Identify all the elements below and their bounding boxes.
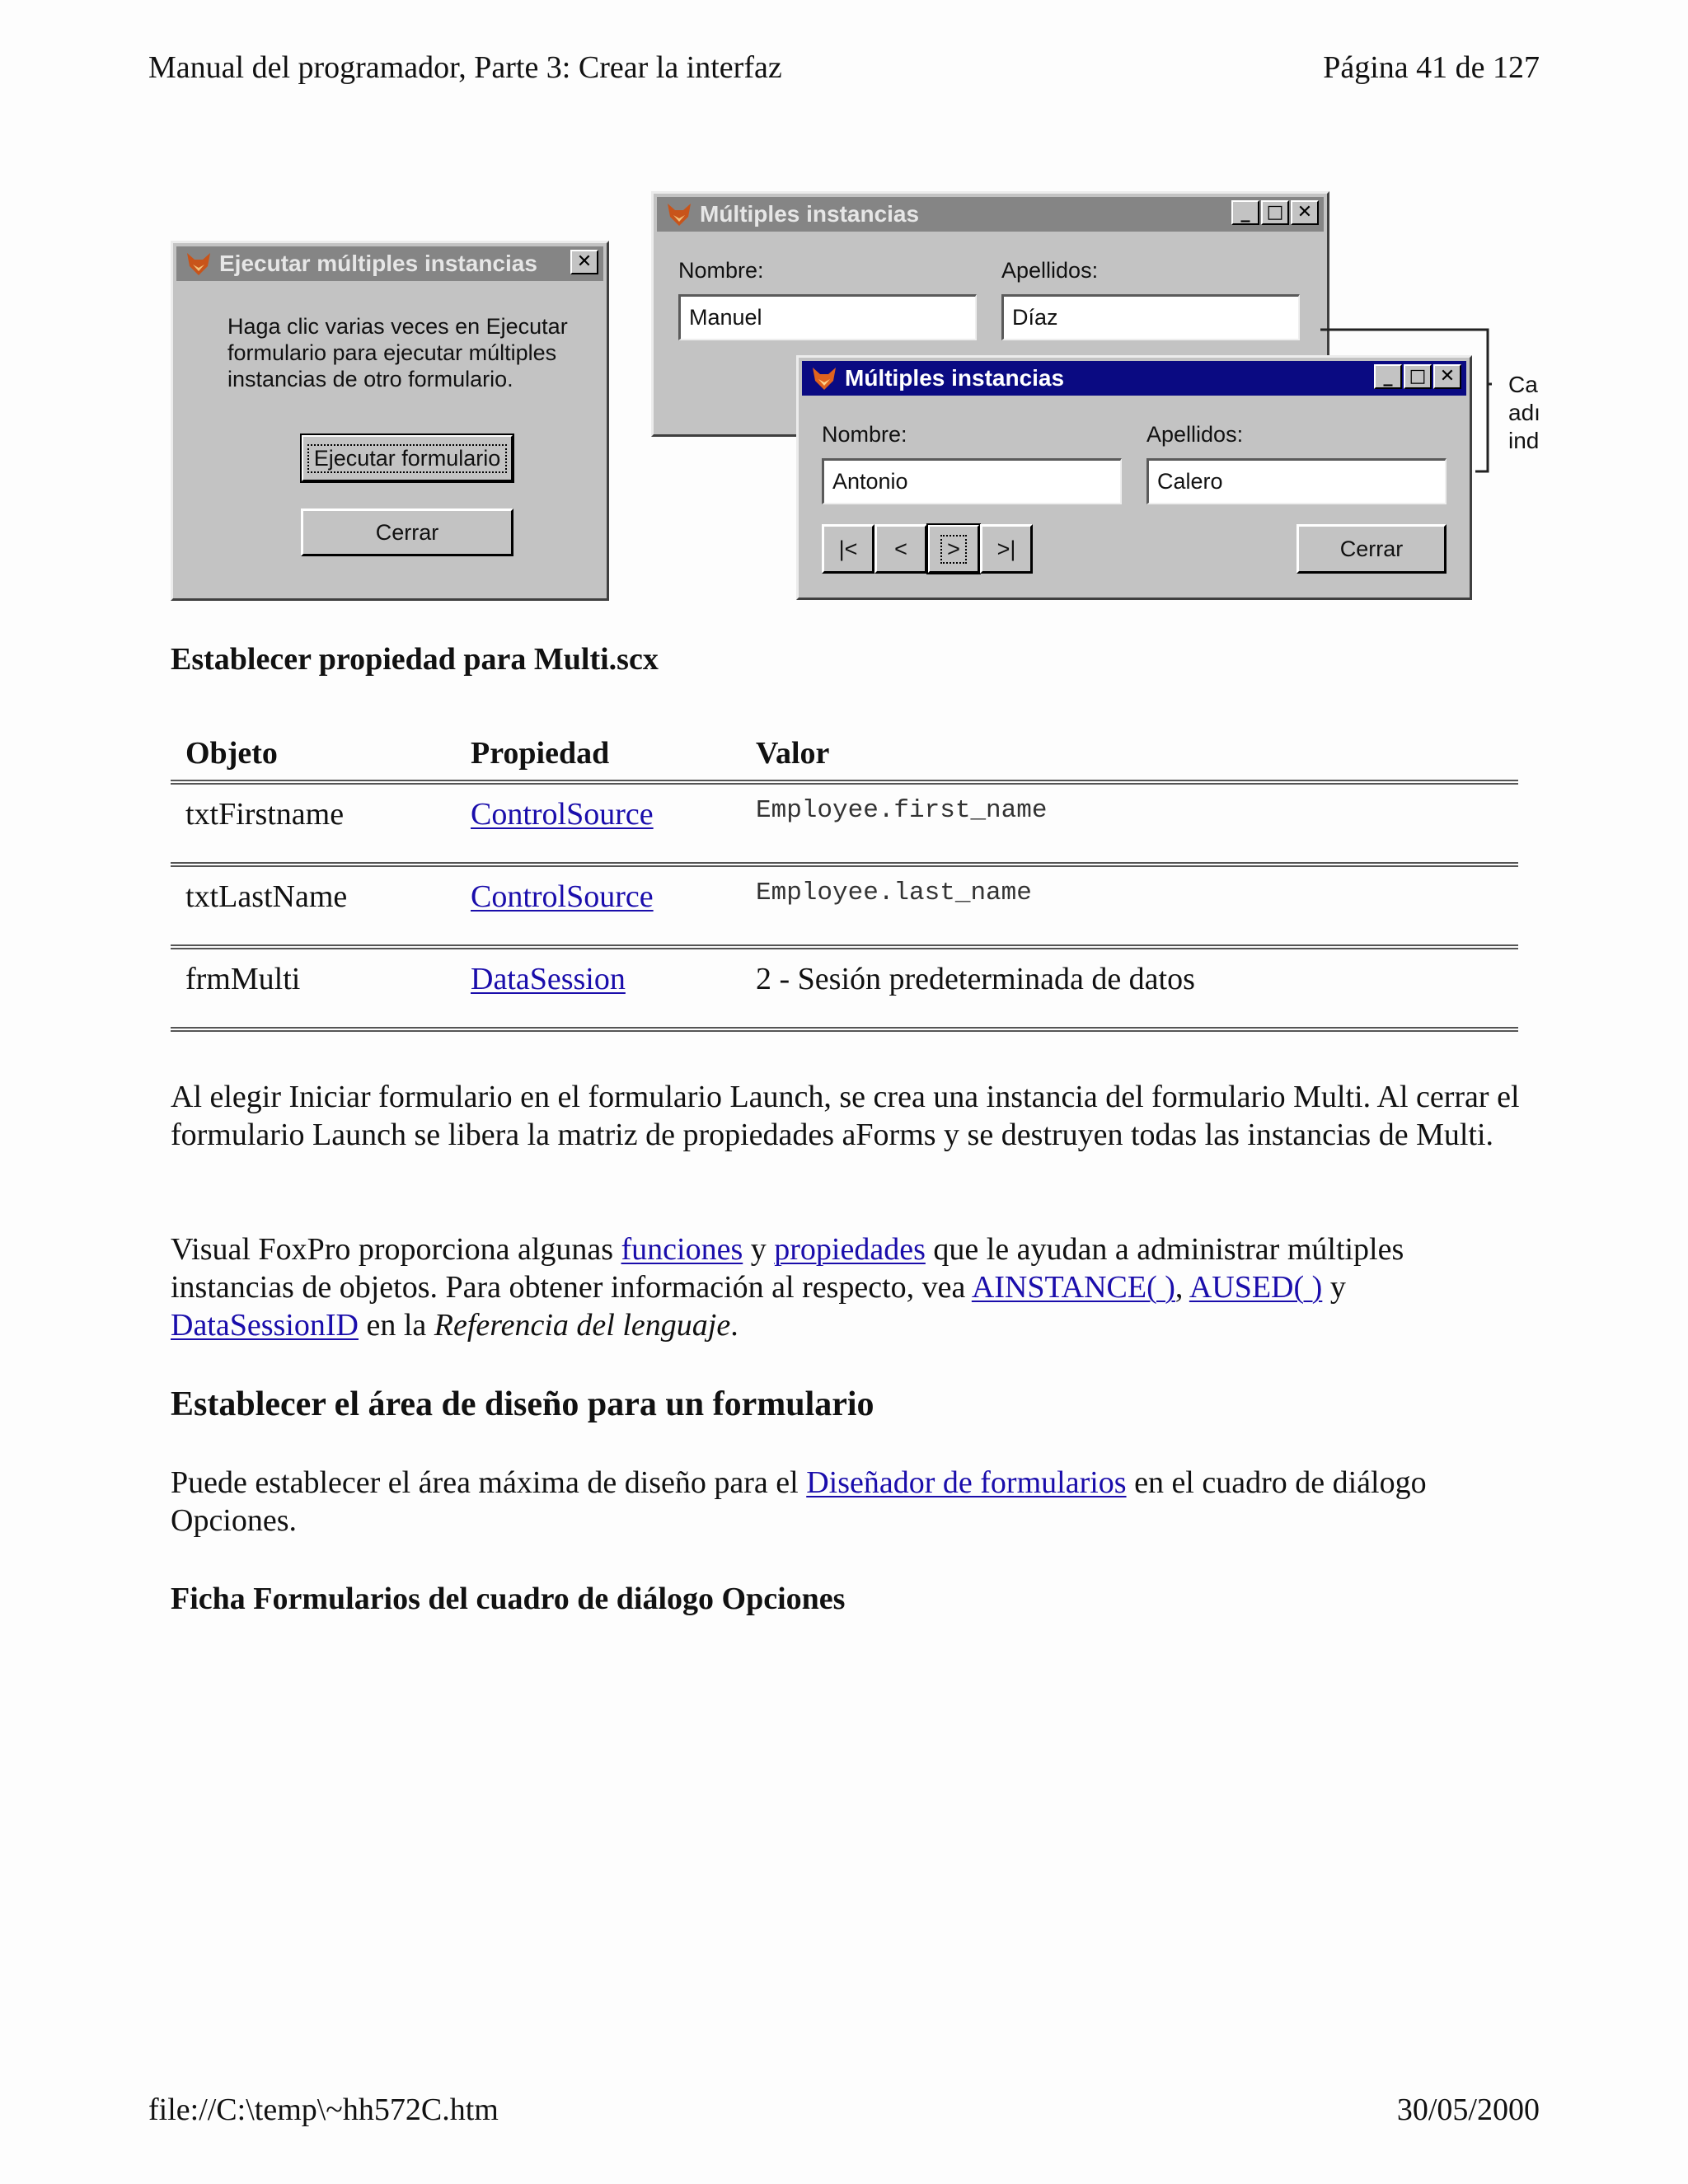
paragraph: [171, 1230, 1522, 1344]
instance-form-back-titlebar: [657, 197, 1324, 232]
page-header-title: Manual del programador, Parte 3: Crear la interfaz: [148, 50, 782, 85]
table-row: [171, 865, 1518, 947]
nombre-field[interactable]: Manuel: [678, 294, 977, 340]
text-run: en el cuadro de diálogo Opciones.: [171, 1465, 1427, 1538]
ainstance-link[interactable]: AINSTANCE( ): [971, 1270, 1175, 1305]
apellidos-field[interactable]: Calero: [1146, 458, 1447, 504]
property-link[interactable]: ControlSource: [471, 879, 654, 914]
launch-dialog-instructions: Haga clic varias veces en Ejecutar formulario para ejecutar múltiples instancias de otro formulario.: [227, 314, 568, 391]
text-run: .: [730, 1308, 738, 1343]
nav-next-button[interactable]: [927, 524, 980, 574]
objeto-cell: txtFirstname: [185, 797, 345, 832]
objeto-cell: txtLastName: [185, 879, 348, 914]
launch-dialog: [171, 241, 609, 601]
callout-text: [1508, 371, 1541, 455]
aused-link[interactable]: AUSED( ): [1189, 1270, 1323, 1305]
text-run: y: [1322, 1270, 1346, 1305]
table-row: [171, 782, 1518, 865]
propiedades-link[interactable]: propiedades: [774, 1232, 926, 1267]
callout-line: Ca: [1508, 372, 1538, 397]
launch-dialog-title: Ejecutar múltiples instancias: [219, 251, 537, 276]
column-header: Objeto: [185, 736, 278, 771]
nombre-label: Nombre:: [822, 422, 907, 447]
instance-form-front-titlebar: [802, 361, 1466, 396]
run-form-button[interactable]: [301, 434, 513, 482]
maximize-icon[interactable]: □: [1404, 364, 1432, 389]
apellidos-field[interactable]: Díaz: [1001, 294, 1300, 340]
section-heading: Ficha Formularios del cuadro de diálogo Opciones: [171, 1582, 846, 1616]
close-icon[interactable]: ✕: [1291, 200, 1319, 225]
valor-cell: 2 - Sesión predeterminada de datos: [756, 962, 1195, 996]
close-icon[interactable]: ✕: [570, 250, 598, 274]
column-header: Valor: [756, 736, 830, 771]
properties-table: [171, 725, 1518, 1032]
paragraph: [171, 1464, 1522, 1540]
text-run: Visual FoxPro proporciona algunas: [171, 1232, 621, 1267]
nav-last-button[interactable]: >|: [980, 524, 1033, 574]
valor-cell: Employee.last_name: [756, 879, 1032, 907]
objeto-cell: frmMulti: [185, 962, 301, 996]
valor-cell: Employee.first_name: [756, 796, 1048, 825]
page-number: Página 41 de 127: [1323, 50, 1540, 85]
property-link[interactable]: DataSession: [471, 962, 626, 996]
fox-icon: [665, 200, 693, 228]
table-row: [171, 947, 1518, 1029]
run-form-button-label: Ejecutar formulario: [307, 444, 508, 473]
instance-form-front-title: Múltiples instancias: [845, 365, 1065, 391]
launch-close-button[interactable]: Cerrar: [301, 509, 513, 556]
text-run: Puede establecer el área máxima de diseño para el: [171, 1465, 807, 1500]
maximize-icon[interactable]: □: [1261, 200, 1289, 225]
callout-line: ind: [1508, 428, 1540, 453]
nav-next-label: >: [940, 535, 967, 564]
datasessionid-link[interactable]: DataSessionID: [171, 1308, 359, 1343]
nombre-field[interactable]: Antonio: [822, 458, 1122, 504]
page-footer-path: file://C:\temp\~hh572C.htm: [148, 2093, 499, 2127]
property-link[interactable]: ControlSource: [471, 797, 654, 832]
page-footer-date: 30/05/2000: [1396, 2093, 1540, 2127]
text-run: ,: [1175, 1270, 1189, 1305]
callout-line: adı: [1508, 400, 1540, 425]
text-run: que le ayudan a administrar múltiples instancias de objetos. Para obtener información al respecto, vea: [171, 1232, 1404, 1305]
fox-icon: [810, 364, 838, 392]
form-designer-link[interactable]: Diseñador de formularios: [806, 1465, 1127, 1500]
instance-form-front: [796, 355, 1472, 600]
nav-first-button[interactable]: |<: [822, 524, 874, 574]
column-header: Propiedad: [471, 736, 610, 771]
text-run: en la: [358, 1308, 434, 1343]
nombre-label: Nombre:: [678, 258, 764, 283]
nav-prev-button[interactable]: <: [874, 524, 927, 574]
minimize-icon[interactable]: _: [1374, 364, 1402, 389]
funciones-link[interactable]: funciones: [621, 1232, 743, 1267]
text-run: y: [743, 1232, 775, 1267]
paragraph: Al elegir Iniciar formulario en el formulario Launch, se crea una instancia del formulario Multi. Al cerrar el formulario Launch se libera la matriz de propiedades aForms y se destruyen todas las instancias de Multi.: [171, 1080, 1520, 1152]
section-heading: Establecer propiedad para Multi.scx: [171, 642, 659, 677]
apellidos-label: Apellidos:: [1001, 258, 1099, 283]
front-close-button[interactable]: Cerrar: [1296, 524, 1447, 574]
language-reference-title: Referencia del lenguaje: [434, 1308, 731, 1343]
section-heading: Establecer el área de diseño para un formulario: [171, 1385, 874, 1423]
apellidos-label: Apellidos:: [1146, 422, 1244, 447]
table-header-row: [171, 725, 1518, 782]
close-icon[interactable]: ✕: [1433, 364, 1461, 389]
fox-icon: [185, 250, 213, 278]
minimize-icon[interactable]: _: [1231, 200, 1259, 225]
launch-dialog-titlebar: [176, 246, 603, 281]
instance-form-back-title: Múltiples instancias: [700, 201, 920, 227]
